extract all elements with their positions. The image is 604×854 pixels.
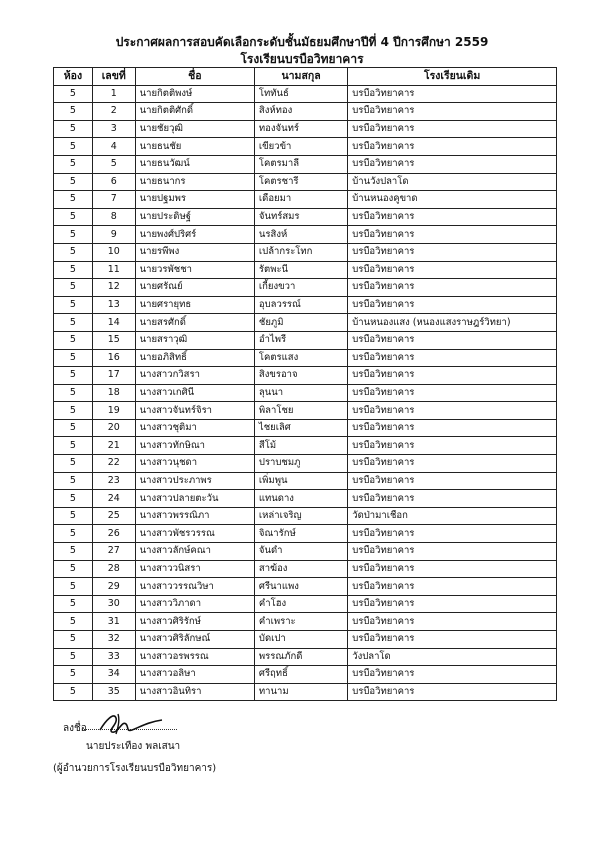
cell-number: 1: [92, 85, 135, 103]
cell-number: 20: [92, 419, 135, 437]
cell-number: 9: [92, 226, 135, 244]
table-row: [54, 173, 557, 191]
column-header-number: เลขที่: [92, 68, 135, 86]
cell-last-name: ศรีฤทธิ์: [254, 666, 347, 684]
cell-room: 5: [54, 208, 93, 226]
cell-first-name: นายรพีพง: [135, 243, 254, 261]
signer-name: นายประเทือง พลเสนา: [86, 741, 181, 752]
handwritten-signature: [96, 706, 166, 738]
cell-previous-school: บรบือวิทยาคาร: [348, 120, 557, 138]
cell-number: 2: [92, 103, 135, 121]
signer-role: (ผู้อำนวยการโรงเรียนบรบือวิทยาคาร): [53, 763, 217, 774]
cell-number: 29: [92, 578, 135, 596]
cell-last-name: ชัยภูมิ: [254, 314, 347, 332]
cell-room: 5: [54, 296, 93, 314]
cell-number: 27: [92, 543, 135, 561]
cell-first-name: นางสาววิภาดา: [135, 595, 254, 613]
cell-first-name: นายวรพัชชา: [135, 261, 254, 279]
cell-number: 25: [92, 507, 135, 525]
cell-number: 21: [92, 437, 135, 455]
table-row: [54, 507, 557, 525]
cell-first-name: นางสาวพรรณิภา: [135, 507, 254, 525]
cell-previous-school: บรบือวิทยาคาร: [348, 455, 557, 473]
cell-room: 5: [54, 578, 93, 596]
cell-previous-school: บรบือวิทยาคาร: [348, 138, 557, 156]
table-row: [54, 208, 557, 226]
cell-room: 5: [54, 455, 93, 473]
table-row: [54, 613, 557, 631]
cell-first-name: นายสราวุฒิ: [135, 331, 254, 349]
cell-number: 32: [92, 631, 135, 649]
cell-room: 5: [54, 631, 93, 649]
cell-room: 5: [54, 560, 93, 578]
cell-last-name: เกี้ยงขวา: [254, 279, 347, 297]
cell-room: 5: [54, 402, 93, 420]
cell-previous-school: บรบือวิทยาคาร: [348, 437, 557, 455]
table-row: [54, 384, 557, 402]
cell-first-name: นางสาวปลายตะวัน: [135, 490, 254, 508]
cell-first-name: นางสาวอรพรรณ: [135, 648, 254, 666]
cell-previous-school: บรบือวิทยาคาร: [348, 683, 557, 701]
cell-room: 5: [54, 138, 93, 156]
table-row: [54, 419, 557, 437]
table-row: [54, 455, 557, 473]
cell-room: 5: [54, 279, 93, 297]
cell-room: 5: [54, 595, 93, 613]
cell-previous-school: บรบือวิทยาคาร: [348, 279, 557, 297]
cell-number: 19: [92, 402, 135, 420]
table-row: [54, 349, 557, 367]
cell-first-name: นางสาวพัชรวรรณ: [135, 525, 254, 543]
cell-last-name: โคตรแสง: [254, 349, 347, 367]
cell-previous-school: บรบือวิทยาคาร: [348, 208, 557, 226]
cell-room: 5: [54, 490, 93, 508]
cell-last-name: โคตรมาลี: [254, 155, 347, 173]
cell-first-name: นายสรศักดิ์: [135, 314, 254, 332]
cell-room: 5: [54, 314, 93, 332]
cell-last-name: เดือยมา: [254, 191, 347, 209]
table-row: [54, 120, 557, 138]
cell-first-name: นางสาวอินทิรา: [135, 683, 254, 701]
cell-previous-school: บรบือวิทยาคาร: [348, 560, 557, 578]
table-row: [54, 631, 557, 649]
table-row: [54, 595, 557, 613]
cell-previous-school: บรบือวิทยาคาร: [348, 595, 557, 613]
cell-number: 34: [92, 666, 135, 684]
column-header-last-name: นามสกุล: [254, 68, 347, 86]
cell-previous-school: บรบือวิทยาคาร: [348, 226, 557, 244]
cell-previous-school: บรบือวิทยาคาร: [348, 613, 557, 631]
results-table: [53, 67, 557, 701]
cell-first-name: นางสาวจันทร์จิรา: [135, 402, 254, 420]
cell-room: 5: [54, 226, 93, 244]
table-row: [54, 490, 557, 508]
cell-number: 30: [92, 595, 135, 613]
cell-first-name: นางสาวชุติมา: [135, 419, 254, 437]
table-row: [54, 543, 557, 561]
cell-room: 5: [54, 683, 93, 701]
cell-room: 5: [54, 367, 93, 385]
cell-room: 5: [54, 261, 93, 279]
school-name: โรงเรียนบรบือวิทยาคาร: [240, 52, 364, 66]
cell-number: 17: [92, 367, 135, 385]
cell-first-name: นายกิตติพงษ์: [135, 85, 254, 103]
cell-previous-school: บรบือวิทยาคาร: [348, 384, 557, 402]
cell-first-name: นางสาวลักษ์คณา: [135, 543, 254, 561]
cell-previous-school: วัดป่ามาเชือก: [348, 507, 557, 525]
cell-number: 4: [92, 138, 135, 156]
table-row: [54, 367, 557, 385]
cell-previous-school: บรบือวิทยาคาร: [348, 525, 557, 543]
cell-last-name: ทองจันทร์: [254, 120, 347, 138]
table-row: [54, 191, 557, 209]
column-header-previous-school: โรงเรียนเดิม: [348, 68, 557, 86]
table-header-row: [54, 68, 557, 86]
cell-first-name: นายอภิสิทธิ์: [135, 349, 254, 367]
cell-room: 5: [54, 173, 93, 191]
cell-room: 5: [54, 155, 93, 173]
cell-last-name: โททันธ์: [254, 85, 347, 103]
cell-number: 18: [92, 384, 135, 402]
cell-first-name: นายศรายุทธ: [135, 296, 254, 314]
cell-last-name: เขียวข้า: [254, 138, 347, 156]
cell-first-name: นายประดิษฐ์: [135, 208, 254, 226]
cell-last-name: นรสิงห์: [254, 226, 347, 244]
cell-number: 33: [92, 648, 135, 666]
cell-room: 5: [54, 507, 93, 525]
cell-previous-school: บรบือวิทยาคาร: [348, 103, 557, 121]
cell-previous-school: บรบือวิทยาคาร: [348, 243, 557, 261]
cell-first-name: นางสาวอลิษา: [135, 666, 254, 684]
cell-last-name: สิงขรอาจ: [254, 367, 347, 385]
cell-previous-school: บรบือวิทยาคาร: [348, 578, 557, 596]
table-row: [54, 472, 557, 490]
cell-number: 23: [92, 472, 135, 490]
cell-number: 3: [92, 120, 135, 138]
table-row: [54, 331, 557, 349]
cell-previous-school: บรบือวิทยาคาร: [348, 472, 557, 490]
cell-previous-school: บ้านหนองแสง (หนองแสงราษฎร์วิทยา): [348, 314, 557, 332]
table-row: [54, 525, 557, 543]
cell-previous-school: บรบือวิทยาคาร: [348, 666, 557, 684]
cell-first-name: นางสาวเกศินี: [135, 384, 254, 402]
cell-first-name: นางสาวกวิสรา: [135, 367, 254, 385]
cell-first-name: นางสาวนุชดา: [135, 455, 254, 473]
cell-room: 5: [54, 419, 93, 437]
cell-last-name: ศรีนาแพง: [254, 578, 347, 596]
cell-number: 15: [92, 331, 135, 349]
cell-previous-school: บรบือวิทยาคาร: [348, 543, 557, 561]
table-row: [54, 85, 557, 103]
cell-last-name: พรรณภักดี: [254, 648, 347, 666]
table-row: [54, 402, 557, 420]
cell-first-name: นายธนากร: [135, 173, 254, 191]
cell-room: 5: [54, 243, 93, 261]
cell-last-name: อุบลวรรณ์: [254, 296, 347, 314]
cell-last-name: ทานาม: [254, 683, 347, 701]
cell-last-name: บัดเปา: [254, 631, 347, 649]
cell-last-name: ปราบชมภู: [254, 455, 347, 473]
cell-room: 5: [54, 472, 93, 490]
cell-first-name: นางสาวทักษิณา: [135, 437, 254, 455]
cell-last-name: เปล้ากระโทก: [254, 243, 347, 261]
table-row: [54, 226, 557, 244]
cell-first-name: นายชัยวุฒิ: [135, 120, 254, 138]
table-row: [54, 155, 557, 173]
cell-first-name: นายศรัณย์: [135, 279, 254, 297]
table-row: [54, 138, 557, 156]
cell-last-name: สีโม้: [254, 437, 347, 455]
cell-first-name: นางสาวประภาพร: [135, 472, 254, 490]
cell-number: 16: [92, 349, 135, 367]
cell-previous-school: บรบือวิทยาคาร: [348, 349, 557, 367]
cell-last-name: ไชยเลิศ: [254, 419, 347, 437]
table-row: [54, 296, 557, 314]
cell-number: 13: [92, 296, 135, 314]
signature-label: ลงชื่อ: [63, 723, 87, 734]
cell-first-name: นายปฐมพร: [135, 191, 254, 209]
signature-block: [0, 700, 604, 800]
table-row: [54, 648, 557, 666]
cell-room: 5: [54, 349, 93, 367]
table-row: [54, 314, 557, 332]
cell-last-name: จิณารักษ์: [254, 525, 347, 543]
cell-last-name: พิลาโชย: [254, 402, 347, 420]
cell-number: 12: [92, 279, 135, 297]
cell-number: 24: [92, 490, 135, 508]
cell-previous-school: บรบือวิทยาคาร: [348, 85, 557, 103]
cell-number: 6: [92, 173, 135, 191]
cell-first-name: นายธนวัฒน์: [135, 155, 254, 173]
cell-last-name: จันทร์สมร: [254, 208, 347, 226]
cell-previous-school: บรบือวิทยาคาร: [348, 402, 557, 420]
cell-first-name: นางสาววนิสรา: [135, 560, 254, 578]
cell-number: 31: [92, 613, 135, 631]
cell-previous-school: บรบือวิทยาคาร: [348, 331, 557, 349]
cell-first-name: นางสาววรรณวิษา: [135, 578, 254, 596]
cell-last-name: อำไพรี: [254, 331, 347, 349]
cell-room: 5: [54, 191, 93, 209]
cell-room: 5: [54, 384, 93, 402]
cell-first-name: นางสาวศิริรักษ์: [135, 613, 254, 631]
table-row: [54, 560, 557, 578]
cell-last-name: รัตพะนี: [254, 261, 347, 279]
cell-number: 35: [92, 683, 135, 701]
cell-number: 22: [92, 455, 135, 473]
cell-last-name: สาฆ้อง: [254, 560, 347, 578]
cell-number: 5: [92, 155, 135, 173]
cell-number: 14: [92, 314, 135, 332]
table-row: [54, 243, 557, 261]
cell-previous-school: วังปลาโด: [348, 648, 557, 666]
cell-first-name: นายพงศ์ปริศร์: [135, 226, 254, 244]
cell-number: 8: [92, 208, 135, 226]
cell-last-name: คำโฮง: [254, 595, 347, 613]
table-row: [54, 437, 557, 455]
cell-previous-school: บรบือวิทยาคาร: [348, 631, 557, 649]
cell-last-name: สิงห์ทอง: [254, 103, 347, 121]
cell-previous-school: บรบือวิทยาคาร: [348, 261, 557, 279]
cell-last-name: ลุนนา: [254, 384, 347, 402]
table-row: [54, 261, 557, 279]
cell-previous-school: บรบือวิทยาคาร: [348, 490, 557, 508]
document-title: ประกาศผลการสอบคัดเลือกระดับชั้นมัธยมศึกษาปีที่ 4 ปีการศึกษา 2559: [115, 35, 489, 49]
cell-room: 5: [54, 120, 93, 138]
table-row: [54, 279, 557, 297]
table-row: [54, 578, 557, 596]
cell-previous-school: บรบือวิทยาคาร: [348, 367, 557, 385]
cell-room: 5: [54, 666, 93, 684]
cell-number: 28: [92, 560, 135, 578]
cell-previous-school: บ้านหนองคูขาด: [348, 191, 557, 209]
cell-last-name: โคตรชารี: [254, 173, 347, 191]
cell-room: 5: [54, 85, 93, 103]
cell-first-name: นางสาวศิริลักษณ์: [135, 631, 254, 649]
cell-previous-school: บ้านวังปลาโด: [348, 173, 557, 191]
cell-first-name: นายธนชัย: [135, 138, 254, 156]
cell-number: 11: [92, 261, 135, 279]
table-row: [54, 666, 557, 684]
cell-number: 7: [92, 191, 135, 209]
cell-room: 5: [54, 648, 93, 666]
table-row: [54, 683, 557, 701]
cell-last-name: คำเพราะ: [254, 613, 347, 631]
cell-room: 5: [54, 525, 93, 543]
cell-number: 26: [92, 525, 135, 543]
cell-last-name: เพิ่มพูน: [254, 472, 347, 490]
column-header-room: ห้อง: [54, 68, 93, 86]
cell-room: 5: [54, 543, 93, 561]
column-header-first-name: ชื่อ: [135, 68, 254, 86]
table-row: [54, 103, 557, 121]
cell-room: 5: [54, 437, 93, 455]
cell-last-name: แทนดาง: [254, 490, 347, 508]
cell-room: 5: [54, 331, 93, 349]
cell-last-name: เหล่าเจริญ: [254, 507, 347, 525]
cell-room: 5: [54, 613, 93, 631]
cell-room: 5: [54, 103, 93, 121]
cell-number: 10: [92, 243, 135, 261]
cell-previous-school: บรบือวิทยาคาร: [348, 155, 557, 173]
table-body: [54, 85, 557, 701]
cell-previous-school: บรบือวิทยาคาร: [348, 296, 557, 314]
cell-last-name: จันดำ: [254, 543, 347, 561]
cell-first-name: นายกิตติศักดิ์: [135, 103, 254, 121]
cell-previous-school: บรบือวิทยาคาร: [348, 419, 557, 437]
